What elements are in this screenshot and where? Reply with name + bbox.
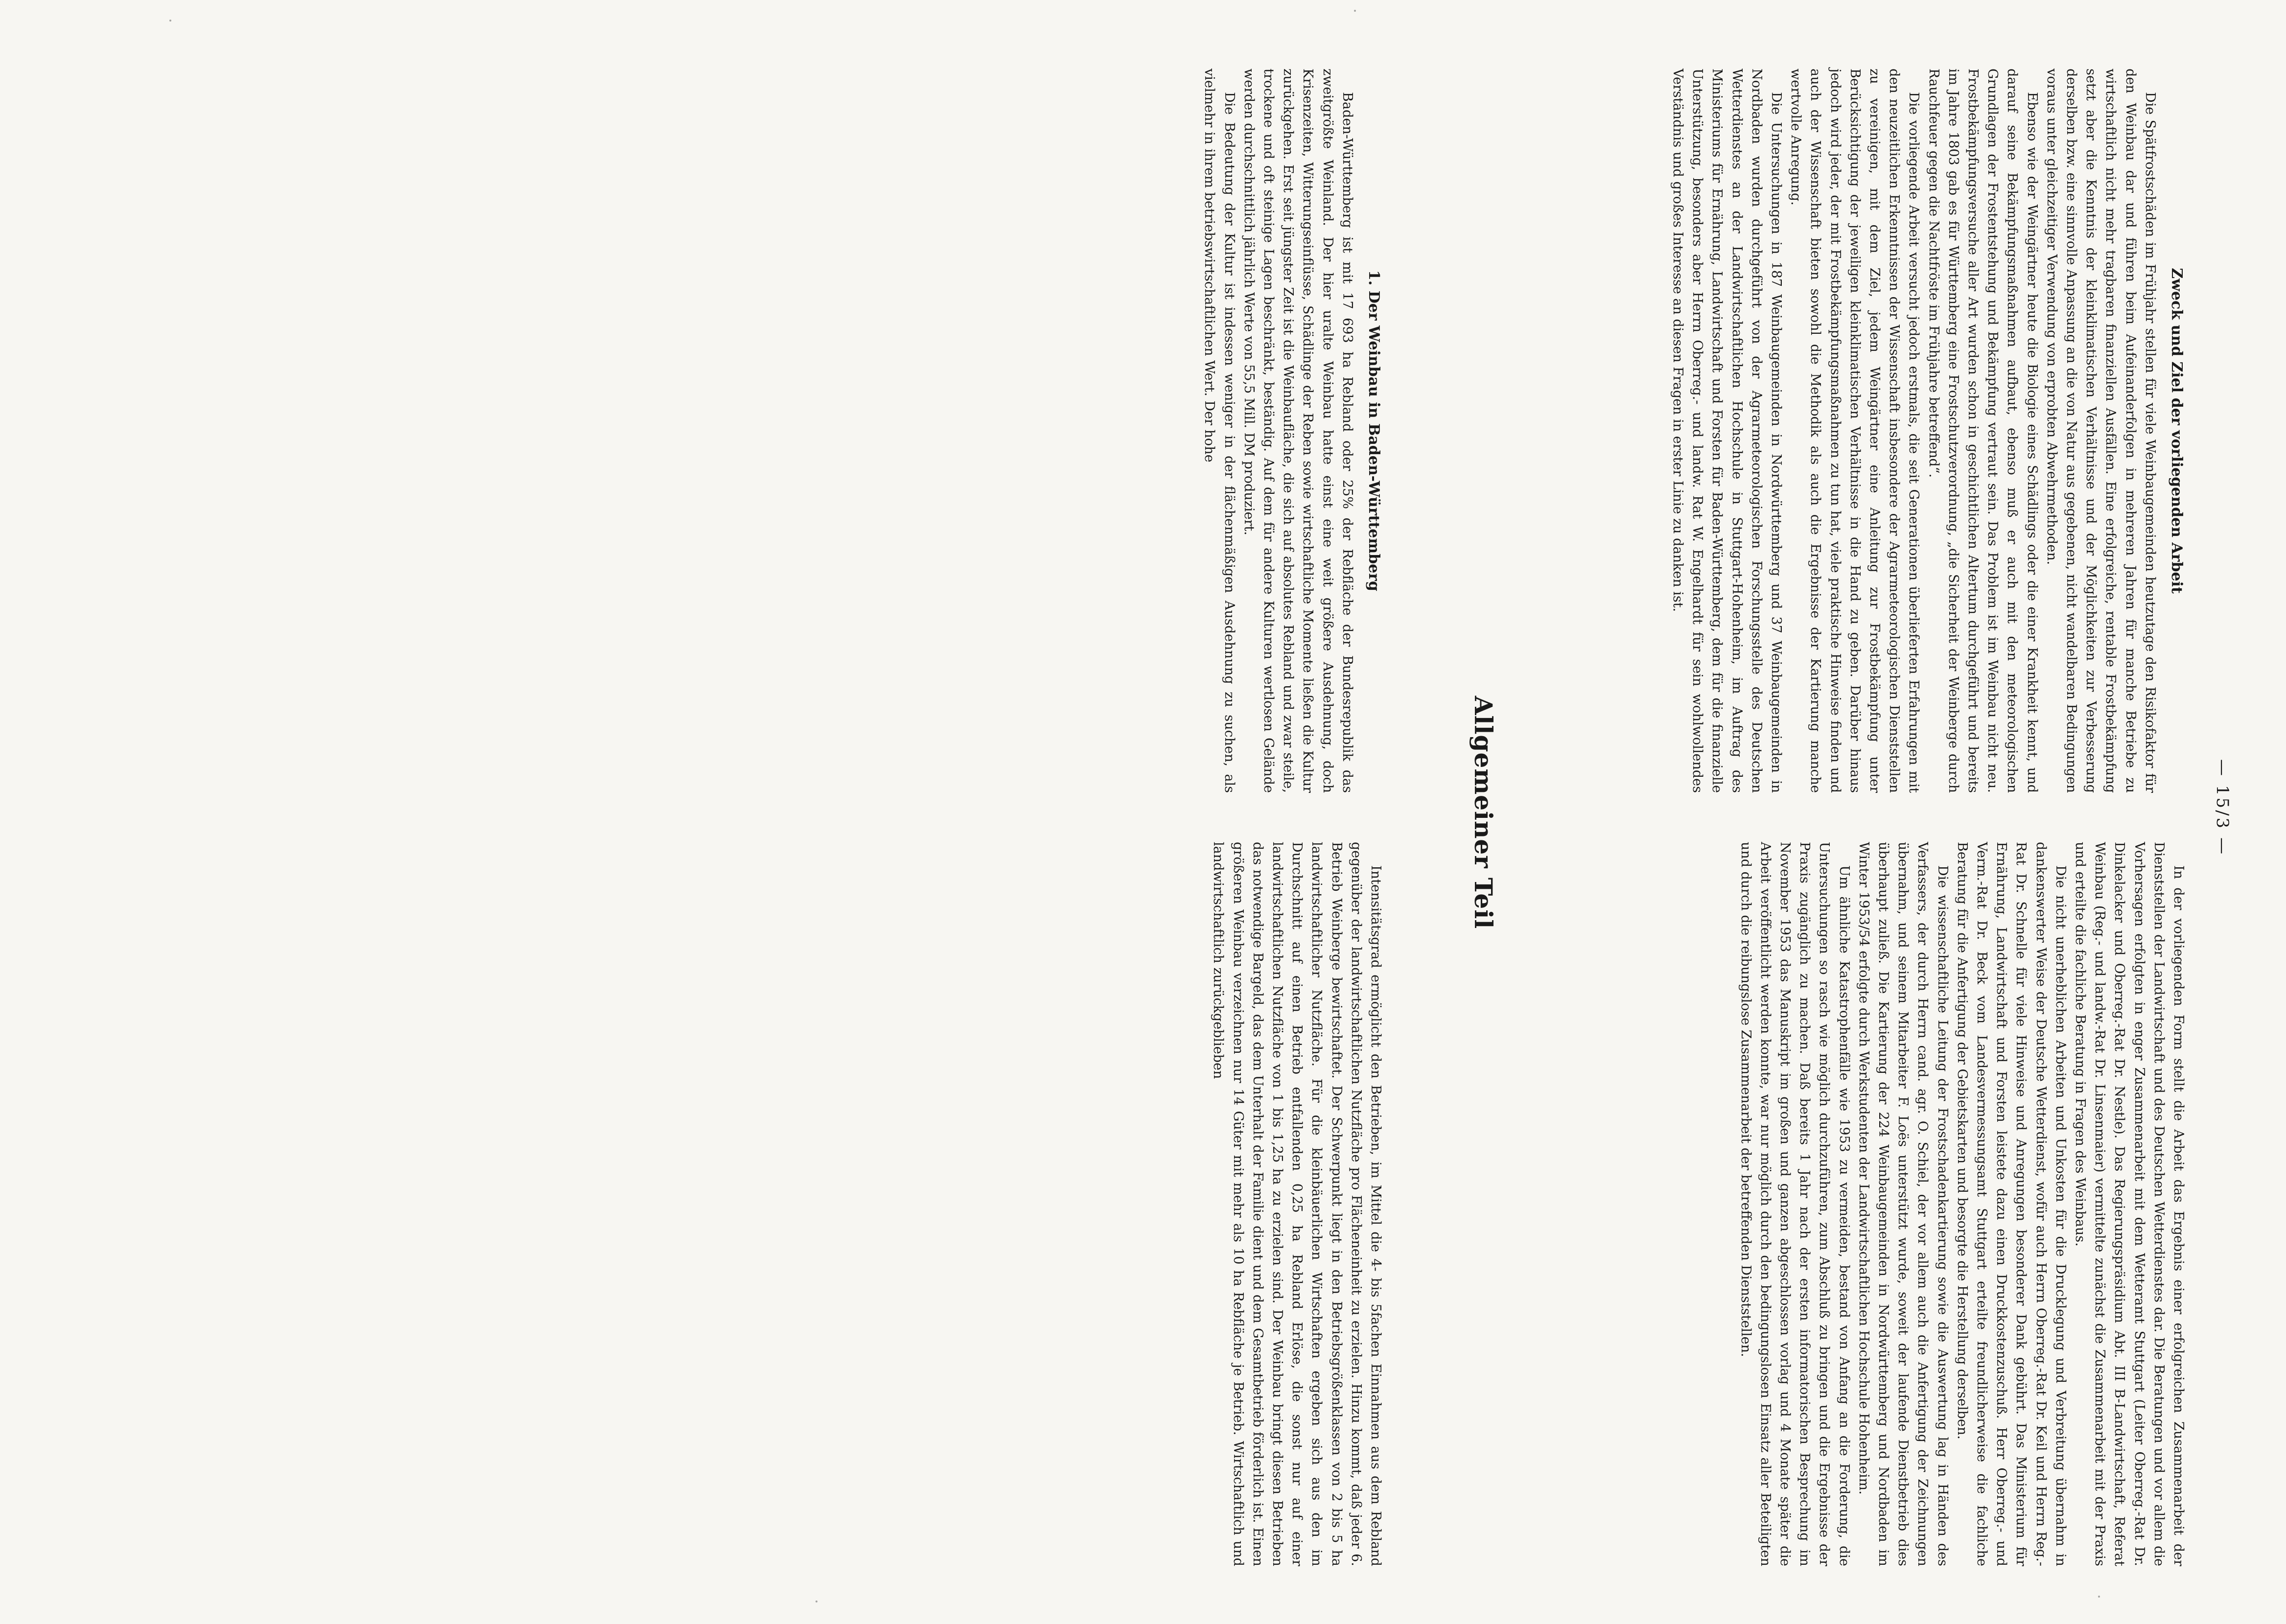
- paragraph: Die nicht unerheblichen Arbeiten und Unkosten für die Drucklegung und Verbreitung übernahm in dankenswerter Weise der Deutsche Wetterdienst, wofür auch Herrn Oberreg.-Rat Dr. Keil und Herrn Reg.-Rat Dr. Schnelle für viele Hinweise und Anregungen besonderer Dank gebührt. Das Ministerium für Ernährung, Landwirtschaft und Forsten leistete dazu einen Druckkostenzuschuß. Herr Oberreg.- und Verm.-Rat Dr. Beck vom Landesvermessungsamt Stuttgart erteilte freundlicherweise die fachliche Beratung für die Anfertigung der Gebietskarten und besorgte die Herstellung derselben.: [1954, 842, 2068, 1566]
- scan-speck: [1354, 10, 1356, 12]
- scan-speck: [816, 1601, 817, 1602]
- part-title: Allgemeiner Teil: [1469, 696, 1498, 929]
- general-column-right: [1208, 842, 1385, 1566]
- preface-column-left: [1668, 69, 2188, 793]
- paragraph: Die Spätfrostschäden im Frühjahr stellen für viele Weinbaugemeinden heutzutage den Risikofaktor für den Weinbau dar und führen beim Aufeinanderfolgen in mehreren Jahren für manche Betriebe zu wirtschaftlich nicht mehr tragbaren finanziellen Ausfällen. Eine erfolgreiche, rentable Frostbekämpfung setzt aber die Kenntnis der kleinklimatischen Verhältnisse und der Möglichkeiten zur Verbesserung derselben bzw. eine sinnvolle Anpassung an die von Natur aus gegebenen, nicht wandelbaren Bedingungen voraus unter gleichzeitiger Verwendung von erprobten Abwehrmethoden.: [2044, 69, 2158, 793]
- paragraph: In der vorliegenden Form stellt die Arbeit das Ergebnis einer erfolgreichen Zusammenarbeit der Dienststellen der Landwirtschaft und des Deutschen Wetterdienstes dar. Die Beratungen und vor allem die Vorhersagen erfolgten in enger Zusammenarbeit mit dem Wetteramt Stuttgart (Leiter Oberreg.-Rat Dr. Dinkelacker und Oberreg.-Rat Dr. Nestle). Das Regierungspräsidium Abt. III B-Landwirtschaft, Referat Weinbau (Reg.- und landw.-Rat Dr. Linsenmaier) vermittelte zunächst die Zusammenarbeit mit der Praxis und erteilte die fachliche Beratung in Fragen des Weinbaus.: [2072, 842, 2186, 1566]
- general-part-section: [29, 39, 1498, 1586]
- preface-column-right: [1735, 842, 2188, 1566]
- paragraph: Intensitätsgrad ermöglicht den Betrieben, im Mittel die 4- bis 5fachen Einnahmen aus dem Rebland gegenüber der landwirtschaftlichen Nutzfläche pro Flächeneinheit zu erzielen. Hinzu kommt, daß jeder 6. Betrieb Weinberge bewirtschaftet. Der Schwerpunkt liegt in den Betriebsgrößenklassen von 2 bis 5 ha landwirtschaftlicher Nutzfläche. Für die kleinbäuerlichen Wirtschaften ergeben sich aus den im Durchschnitt auf einen Betrieb entfallenden 0,25 ha Rebland Erlöse, die sonst nur auf einer landwirtschaftlichen Nutzfläche von 1 bis 1,25 ha zu erzielen sind. Der Weinbau bringt diesen Betrieben das notwendige Bargeld, das dem Unterhalt der Familie dient und dem Gesamtbetrieb förderlich ist. Einen größeren Weinbau verzeichnen nur 14 Güter mit mehr als 10 ha Rebfläche je Betrieb. Wirtschaftlich und landwirtschaftlich zurückgeblieben: [1211, 842, 1383, 1566]
- section-heading-purpose: Zweck und Ziel der vorliegenden Arbeit: [2168, 268, 2185, 594]
- paragraph: Die Untersuchungen in 187 Weinbaugemeinden in Nordwürttemberg und 37 Weinbaugemeinden in Nordbaden wurden durchgeführt von der Agrarmeteorologischen Forschungsstelle des Deutschen Wetterdienstes an der Landwirtschaftlichen Hochschule in Stuttgart-Hohenheim, im Auftrag des Ministeriums für Ernährung, Landwirtschaft und Forsten für Baden-Württemberg, dem für die finanzielle Unterstützung, besonders aber Herrn Oberreg.- und landw. Rat W. Engelhardt für sein wohlwollendes Verständnis und großes Interesse an diesen Fragen in erster Linie zu danken ist.: [1670, 69, 1784, 793]
- paragraph: Die vorliegende Arbeit versucht jedoch erstmals, die seit Generationen überlieferten Erfahrungen mit den neuzeitlichen Erkenntnissen der Wissenschaft insbesondere der Agrarmeteorologischen Dienststellen zu vereinigen, mit dem Ziel, jedem Weingärtner eine Anleitung zur Frostbekämpfung unter Berücksichtigung der jeweiligen kleinklimatischen Verhältnisse in die Hand zu geben. Darüber hinaus jedoch wird jeder, der mit Frostbekämpfungsmaßnahmen zu tun hat, viele praktische Hinweise finden und auch der Wissenschaft bieten sowohl die Methodik als auch die Ergebnisse der Kartierung manche wertvolle Anregung.: [1788, 69, 1922, 793]
- scan-speck: [2098, 1596, 2100, 1598]
- page-number: — 15/3 —: [2213, 759, 2232, 856]
- paragraph: Die wissenschaftliche Leitung der Frostschadenkartierung sowie die Auswertung lag in Händen des Verfassers, der durch Herrn cand. agr. O. Schiel, der vor allem auch die Anfertigung der Zeichnungen übernahm, und seinem Mitarbeiter F. Loës unterstützt wurde, soweit der laufende Dienstbetrieb dies überhaupt zuließ. Die Kartierung der 224 Weinbaugemeinden in Nordwürttemberg und Nordbaden im Winter 1953/54 erfolgte durch Werkstudenten der Landwirtschaftlichen Hochschule Hohenheim.: [1856, 842, 1950, 1566]
- paragraph: Baden-Württemberg ist mit 17 693 ha Rebland oder 25% der Rebfläche der Bundesrepublik das zweitgrößte Weinland. Der hier uralte Weinbau hatte einst eine weit größere Ausdehnung, doch Krisenzeiten, Witterungseinflüsse, Schädlinge der Reben sowie wirtschaftliche Momente ließen die Kultur zurückgehen. Erst seit jüngster Zeit ist die Weinbaufläche, die sich auf absolutes Rebland und zwar steile, trockene und oft steinige Lagen beschränkt, beständig. Auf dem für andere Kulturen wertlosen Gelände werden durchschnittlich jährlich Werte von 55,5 Mill. DM produziert.: [1241, 69, 1355, 793]
- paragraph: Um ähnliche Katastrophenfälle wie 1953 zu vermeiden, bestand von Anfang an die Forderung, die Untersuchungen so rasch wie möglich durchzuführen, zum Abschluß zu bringen und die Ergebnisse der Praxis zugänglich zu machen. Daß bereits 1 Jahr nach der ersten informatorischen Besprechung im November 1953 das Manuskript im großen und ganzen abgeschlossen vorlag und 4 Monate später die Arbeit veröffentlicht werden konnte, war nur möglich durch den bedingungslosen Einsatz aller Beteiligten und durch die reibungslose Zusammenarbeit der betreffenden Dienststellen.: [1738, 842, 1852, 1566]
- paragraph: Ebenso wie der Weingärtner heute die Biologie eines Schädlings oder die einer Krankheit kennt, und darauf seine Bekämpfungsmaßnahmen aufbaut, ebenso muß er auch mit den meteorologischen Grundlagen der Frostentstehung und Bekämpfung vertraut sein. Das Problem ist im Weinbau nicht neu. Frostbekämpfungsversuche aller Art wurden schon in geschichtlichen Altertum durchgeführt und bereits im Jahre 1803 gab es für Württemberg eine Frostschutzverordnung, „die Sicherheit der Weinberge durch Rauchfeuer gegen die Nachtfröste im Frühjahre betreffend“.: [1926, 69, 2040, 793]
- paragraph: Die Bedeutung der Kultur ist indessen weniger in der flächenmäßigen Ausdehnung zu suchen, als vielmehr in ihrem betriebswirtschaftlichen Wert. Der hohe: [1202, 69, 1237, 793]
- scan-speck: [169, 20, 171, 22]
- section-heading-viticulture: 1. Der Weinbau in Baden-Württemberg: [1365, 270, 1382, 591]
- general-column-left: [1199, 69, 1385, 793]
- preface-section: [1513, 39, 2188, 1586]
